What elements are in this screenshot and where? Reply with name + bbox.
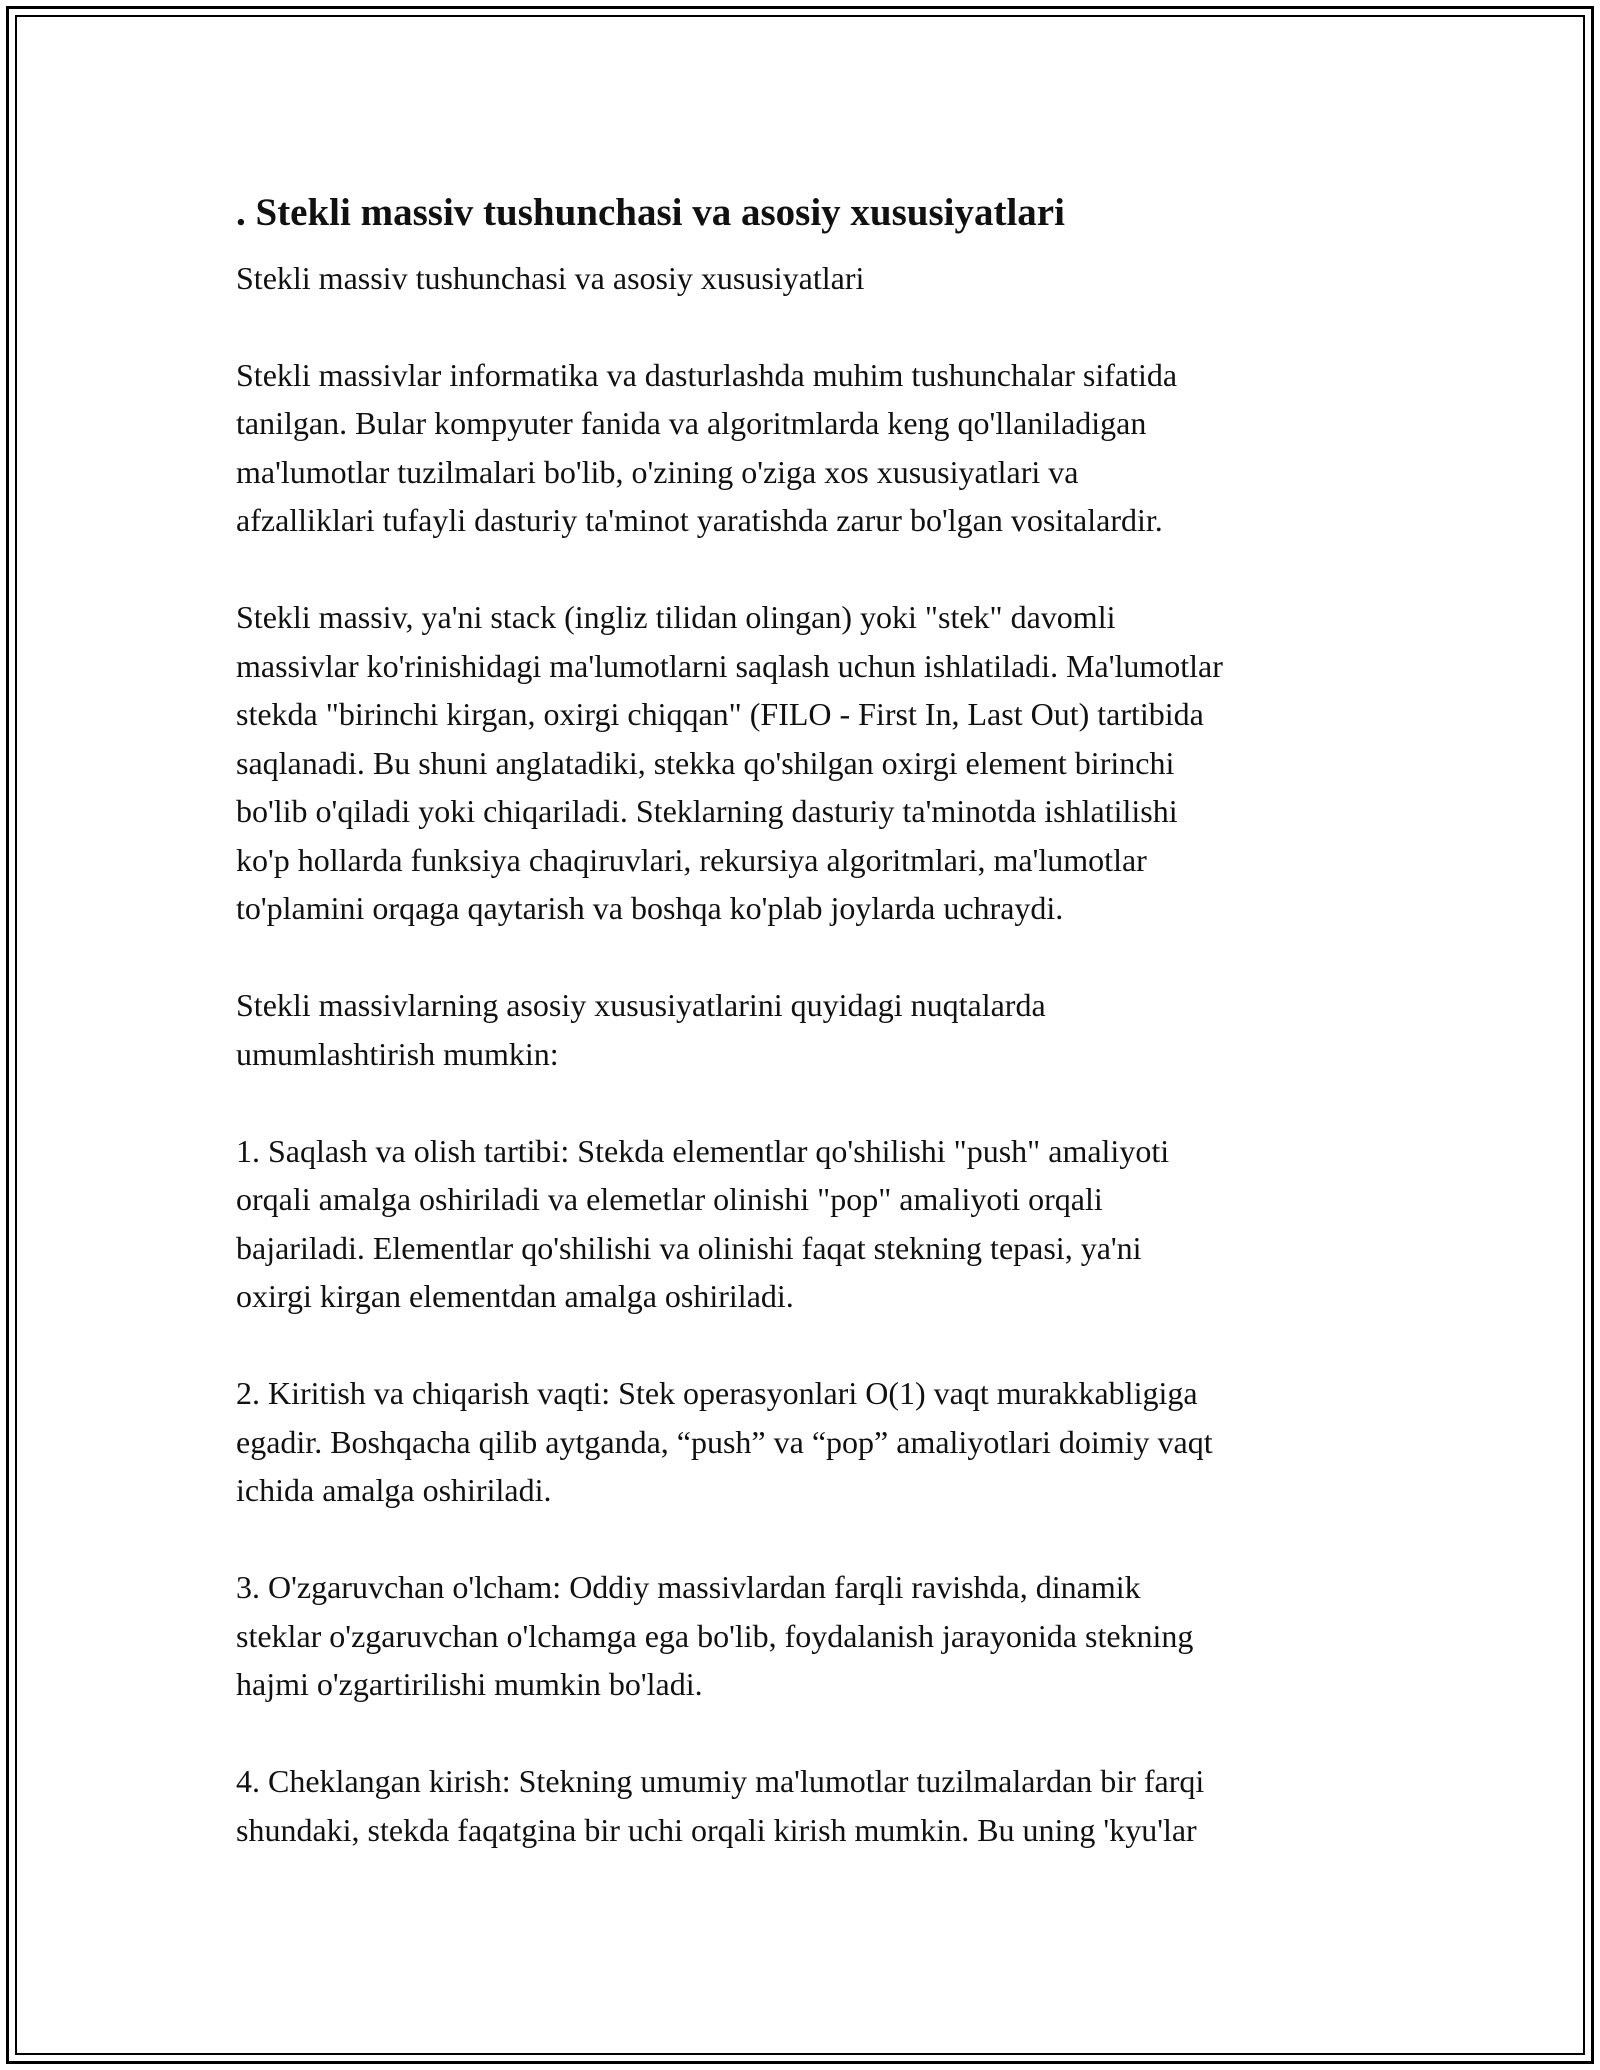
page-title: . Stekli massiv tushunchasi va asosiy xususiyatlari <box>236 191 1065 234</box>
intro-paragraph: Stekli massivlar informatika va dasturlashda muhim tushunchalar sifatida tanilgan. Bular kompyuter fanida va algoritmlarda keng qo'llaniladigan ma'lumotlar tuzilmalari bo'lib, o'zining o'ziga xos xususiyatlari va afzalliklari tufayli dasturiy ta'minot yaratishda zarur bo'lgan vositalardir. <box>236 356 1178 538</box>
list-item-2: 2. Kiritish va chiqarish vaqti: Stek operasyonlari O(1) vaqt murakkabligiga egadir. Boshqacha qilib aytganda, “push” va “pop” amaliyotlari doimiy vaqt ichida amalga oshiriladi. <box>236 1375 1213 1508</box>
list-item-3: 3. O'zgaruvchan o'lcham: Oddiy massivlardan farqli ravishda, dinamik steklar o'zgaruvchan o'lchamga ega bo'lib, foydalanish jarayonida stekning hajmi o'zgartirilishi mumkin bo'ladi. <box>236 1569 1194 1702</box>
list-item-4: 4. Cheklangan kirish: Stekning umumiy ma'lumotlar tuzilmalardan bir farqi shundaki, stekda faqatgina bir uchi orqali kirish mumkin. Bu uning 'kyu'lar <box>236 1763 1205 1848</box>
stack-definition-paragraph: Stekli massiv, ya'ni stack (ingliz tilidan olingan) yoki "stek" davomli massivlar ko'rinishidagi ma'lumotlarni saqlash uchun ishlatiladi. Ma'lumotlar stekda "birinchi kirgan, oxirgi chiqqan" (FILO - First In, Last Out) tartibida saqlanadi. Bu shuni anglatadiki, stekka qo'shilgan oxirgi element birinchi bo'lib o'qiladi yoki chiqariladi. Steklarning dasturiy ta'minotda ishlatilishi ko'p hollarda funksiya chaqiruvlari, rekursiya algoritmlari, ma'lumotlar to'plamini orqaga qaytarish va boshqa ko'plab joylarda uchraydi. <box>236 599 1223 926</box>
document-body <box>236 186 1396 1903</box>
subtitle-paragraph: Stekli massiv tushunchasi va asosiy xususiyatlari <box>236 260 865 296</box>
properties-intro-paragraph: Stekli massivlarning asosiy xususiyatlarini quyidagi nuqtalarda umumlashtirish mumkin: <box>236 987 1046 1072</box>
list-item-1: 1. Saqlash va olish tartibi: Stekda elementlar qo'shilishi "push" amaliyoti orqali amalga oshiriladi va elemetlar olinishi "pop" amaliyoti orqali bajariladi. Elementlar qo'shilishi va olinishi faqat stekning tepasi, ya'ni oxirgi kirgan elementdan amalga oshiriladi. <box>236 1132 1170 1314</box>
